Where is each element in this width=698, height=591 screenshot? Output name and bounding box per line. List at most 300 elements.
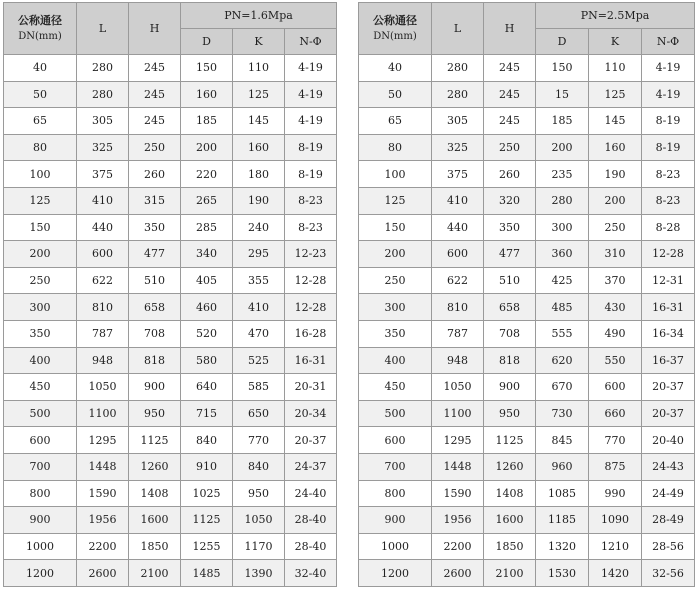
k-cell: 250 [589,214,642,241]
n-phi-cell: 8-19 [285,161,337,188]
dn-cell: 600 [4,427,77,454]
table-row [4,294,337,321]
k-cell: 190 [233,187,285,214]
k-cell: 1210 [589,533,642,560]
dn-cell: 250 [359,267,432,294]
table-row [4,427,337,454]
dn-cell: 150 [359,214,432,241]
k-cell: 160 [589,134,642,161]
table-row [359,108,695,135]
k-cell: 355 [233,267,285,294]
n-phi-cell: 12-28 [285,294,337,321]
l-cell: 810 [432,294,484,321]
k-cell: 840 [233,453,285,480]
l-cell: 810 [77,294,129,321]
n-phi-cell: 28-49 [642,507,695,534]
k-cell: 310 [589,241,642,268]
dn-cell: 1200 [4,560,77,587]
d-cell: 640 [181,374,233,401]
table-row [359,320,695,347]
l-cell: 1590 [432,480,484,507]
l-cell: 1590 [77,480,129,507]
k-cell: 160 [233,134,285,161]
l-cell: 622 [432,267,484,294]
n-phi-cell: 8-23 [285,187,337,214]
k-cell: 1170 [233,533,285,560]
table-row [359,267,695,294]
h-cell: 477 [484,241,536,268]
table-row [4,241,337,268]
n-phi-cell: 20-40 [642,427,695,454]
h-cell: 245 [129,81,181,108]
h-header: H [129,3,181,55]
k-cell: 240 [233,214,285,241]
dn-cell: 125 [4,187,77,214]
d-cell: 1320 [536,533,589,560]
d-cell: 460 [181,294,233,321]
n-phi-cell: 28-56 [642,533,695,560]
k-cell: 990 [589,480,642,507]
n-phi-cell: 20-37 [642,400,695,427]
h-cell: 315 [129,187,181,214]
n-phi-cell: 8-28 [642,214,695,241]
n-phi-cell: 12-23 [285,241,337,268]
n-phi-cell: 32-40 [285,560,337,587]
d-cell: 1530 [536,560,589,587]
h-cell: 250 [129,134,181,161]
d-cell: 730 [536,400,589,427]
table-row [359,134,695,161]
h-cell: 1600 [129,507,181,534]
k-cell: 200 [589,187,642,214]
dn-cell: 1000 [359,533,432,560]
h-cell: 1125 [484,427,536,454]
table-row [4,453,337,480]
dn-cell: 900 [4,507,77,534]
l-cell: 280 [432,81,484,108]
n-phi-cell: 20-31 [285,374,337,401]
h-cell: 658 [484,294,536,321]
d-cell: 300 [536,214,589,241]
l-cell: 280 [432,55,484,82]
d-cell: 340 [181,241,233,268]
table-row [4,400,337,427]
l-cell: 787 [432,320,484,347]
dn-cell: 200 [4,241,77,268]
l-cell: 305 [432,108,484,135]
d-cell: 1485 [181,560,233,587]
h-cell: 1260 [484,453,536,480]
k-cell: 295 [233,241,285,268]
l-cell: 2200 [432,533,484,560]
dn-cell: 150 [4,214,77,241]
k-cell: 660 [589,400,642,427]
dn-cell: 500 [4,400,77,427]
dn-cell: 800 [4,480,77,507]
l-cell: 2200 [77,533,129,560]
n-phi-cell: 32-56 [642,560,695,587]
dn-cell: 600 [359,427,432,454]
l-cell: 948 [432,347,484,374]
k-cell: 525 [233,347,285,374]
k-header: K [589,29,642,55]
dn-cell: 50 [4,81,77,108]
l-cell: 600 [432,241,484,268]
k-cell: 110 [233,55,285,82]
d-header: D [181,29,233,55]
dn-cell: 80 [4,134,77,161]
d-cell: 285 [181,214,233,241]
l-cell: 948 [77,347,129,374]
table-row [359,427,695,454]
d-cell: 1255 [181,533,233,560]
n-phi-cell: 4-19 [285,55,337,82]
dn-cell: 50 [359,81,432,108]
dn-cell: 450 [359,374,432,401]
table-row [359,81,695,108]
d-cell: 220 [181,161,233,188]
d-cell: 1185 [536,507,589,534]
h-cell: 245 [484,55,536,82]
d-cell: 910 [181,453,233,480]
n-phi-cell: 8-23 [642,161,695,188]
n-phi-cell: 8-23 [285,214,337,241]
l-cell: 1295 [77,427,129,454]
h-cell: 350 [129,214,181,241]
k-cell: 1050 [233,507,285,534]
l-cell: 1448 [77,453,129,480]
dn-cell: 700 [4,453,77,480]
n-phi-cell: 16-37 [642,347,695,374]
d-cell: 150 [536,55,589,82]
table-row [359,294,695,321]
dn-cell: 350 [359,320,432,347]
h-cell: 1600 [484,507,536,534]
n-phi-header: N-Φ [642,29,695,55]
k-cell: 1420 [589,560,642,587]
dn-header-label: 公称通径 [373,14,417,27]
table-row [359,533,695,560]
dn-cell: 40 [359,55,432,82]
k-cell: 1090 [589,507,642,534]
d-cell: 620 [536,347,589,374]
k-cell: 650 [233,400,285,427]
h-cell: 1408 [129,480,181,507]
h-cell: 510 [129,267,181,294]
k-cell: 470 [233,320,285,347]
n-phi-cell: 28-40 [285,533,337,560]
h-cell: 1850 [129,533,181,560]
table-row [359,400,695,427]
h-cell: 260 [129,161,181,188]
d-header: D [536,29,589,55]
k-cell: 600 [589,374,642,401]
dn-cell: 350 [4,320,77,347]
l-cell: 600 [77,241,129,268]
dn-cell: 300 [4,294,77,321]
l-header: L [77,3,129,55]
table-row [359,560,695,587]
table-row [4,134,337,161]
d-cell: 1085 [536,480,589,507]
l-cell: 440 [432,214,484,241]
h-cell: 1850 [484,533,536,560]
k-cell: 125 [589,81,642,108]
l-header: L [432,3,484,55]
d-cell: 360 [536,241,589,268]
dn-cell: 65 [4,108,77,135]
h-cell: 900 [484,374,536,401]
h-cell: 2100 [484,560,536,587]
table-row [4,533,337,560]
l-cell: 1100 [432,400,484,427]
h-cell: 245 [129,108,181,135]
table-row [359,453,695,480]
h-cell: 950 [484,400,536,427]
l-cell: 375 [77,161,129,188]
table-row [4,374,337,401]
d-cell: 405 [181,267,233,294]
d-cell: 160 [181,81,233,108]
n-phi-cell: 12-28 [642,241,695,268]
k-cell: 585 [233,374,285,401]
d-cell: 485 [536,294,589,321]
k-cell: 490 [589,320,642,347]
dn-header-unit: DN(mm) [18,31,62,42]
dn-cell: 1200 [359,560,432,587]
k-cell: 145 [589,108,642,135]
k-cell: 145 [233,108,285,135]
k-cell: 125 [233,81,285,108]
table-row [4,161,337,188]
dn-cell: 100 [359,161,432,188]
d-cell: 960 [536,453,589,480]
l-cell: 787 [77,320,129,347]
n-phi-cell: 20-37 [642,374,695,401]
l-cell: 280 [77,55,129,82]
d-cell: 520 [181,320,233,347]
k-cell: 550 [589,347,642,374]
n-phi-cell: 28-40 [285,507,337,534]
l-cell: 375 [432,161,484,188]
h-cell: 818 [484,347,536,374]
dn-cell: 65 [359,108,432,135]
table-row [359,347,695,374]
d-cell: 845 [536,427,589,454]
l-cell: 440 [77,214,129,241]
d-cell: 715 [181,400,233,427]
k-cell: 1390 [233,560,285,587]
n-phi-cell: 8-23 [642,187,695,214]
table-row [4,560,337,587]
k-header: K [233,29,285,55]
dn-cell: 900 [359,507,432,534]
dn-cell: 250 [4,267,77,294]
table-row [4,480,337,507]
l-cell: 622 [77,267,129,294]
table-body [4,55,337,587]
n-phi-cell: 16-28 [285,320,337,347]
k-cell: 410 [233,294,285,321]
n-phi-cell: 8-19 [285,134,337,161]
d-cell: 1125 [181,507,233,534]
n-phi-header: N-Φ [285,29,337,55]
n-phi-cell: 16-34 [642,320,695,347]
d-cell: 150 [181,55,233,82]
h-cell: 477 [129,241,181,268]
h-cell: 320 [484,187,536,214]
dn-cell: 100 [4,161,77,188]
h-cell: 260 [484,161,536,188]
k-cell: 875 [589,453,642,480]
n-phi-cell: 4-19 [285,108,337,135]
h-cell: 708 [484,320,536,347]
k-cell: 110 [589,55,642,82]
d-cell: 15 [536,81,589,108]
dn-header-label: 公称通径 [18,14,62,27]
table-row [359,241,695,268]
table-row [359,55,695,82]
dn-cell: 400 [359,347,432,374]
h-cell: 1125 [129,427,181,454]
l-cell: 1956 [77,507,129,534]
n-phi-cell: 8-19 [642,108,695,135]
dn-header [359,3,432,55]
dn-header [4,3,77,55]
l-cell: 1448 [432,453,484,480]
k-cell: 430 [589,294,642,321]
dn-cell: 125 [359,187,432,214]
l-cell: 410 [77,187,129,214]
h-cell: 245 [484,108,536,135]
table-row [4,81,337,108]
dn-cell: 80 [359,134,432,161]
n-phi-cell: 16-31 [285,347,337,374]
h-cell: 510 [484,267,536,294]
n-phi-cell: 16-31 [642,294,695,321]
d-cell: 840 [181,427,233,454]
l-cell: 325 [432,134,484,161]
n-phi-cell: 20-34 [285,400,337,427]
table-row [4,507,337,534]
k-cell: 950 [233,480,285,507]
l-cell: 1050 [77,374,129,401]
l-cell: 325 [77,134,129,161]
table-row [4,214,337,241]
table-row [4,267,337,294]
d-cell: 235 [536,161,589,188]
n-phi-cell: 20-37 [285,427,337,454]
pressure-header: PN=2.5Mpa [536,3,695,29]
l-cell: 2600 [432,560,484,587]
dn-cell: 800 [359,480,432,507]
table-row [4,347,337,374]
n-phi-cell: 12-31 [642,267,695,294]
l-cell: 305 [77,108,129,135]
k-cell: 770 [233,427,285,454]
n-phi-cell: 24-49 [642,480,695,507]
l-cell: 1956 [432,507,484,534]
table-row [359,161,695,188]
dn-cell: 40 [4,55,77,82]
h-cell: 250 [484,134,536,161]
k-cell: 770 [589,427,642,454]
dn-cell: 700 [359,453,432,480]
d-cell: 670 [536,374,589,401]
dn-header-unit: DN(mm) [373,31,417,42]
h-cell: 1408 [484,480,536,507]
d-cell: 580 [181,347,233,374]
l-cell: 2600 [77,560,129,587]
h-cell: 900 [129,374,181,401]
pn16-dimension-table [3,2,337,587]
h-cell: 818 [129,347,181,374]
l-cell: 1050 [432,374,484,401]
dn-cell: 450 [4,374,77,401]
h-cell: 2100 [129,560,181,587]
k-cell: 370 [589,267,642,294]
d-cell: 200 [536,134,589,161]
n-phi-cell: 24-43 [642,453,695,480]
h-cell: 350 [484,214,536,241]
table-row [359,480,695,507]
d-cell: 185 [181,108,233,135]
d-cell: 425 [536,267,589,294]
k-cell: 180 [233,161,285,188]
h-cell: 245 [484,81,536,108]
table-row [359,214,695,241]
dn-cell: 400 [4,347,77,374]
table-row [359,187,695,214]
table-row [4,320,337,347]
h-cell: 245 [129,55,181,82]
n-phi-cell: 4-19 [642,55,695,82]
n-phi-cell: 4-19 [642,81,695,108]
n-phi-cell: 24-37 [285,453,337,480]
dn-cell: 300 [359,294,432,321]
l-cell: 410 [432,187,484,214]
table-row [359,507,695,534]
table-body [359,55,695,587]
table-row [4,55,337,82]
dn-cell: 500 [359,400,432,427]
d-cell: 265 [181,187,233,214]
l-cell: 1100 [77,400,129,427]
d-cell: 1025 [181,480,233,507]
n-phi-cell: 8-19 [642,134,695,161]
h-cell: 658 [129,294,181,321]
pressure-header: PN=1.6Mpa [181,3,337,29]
table-row [4,187,337,214]
dn-cell: 1000 [4,533,77,560]
pn25-dimension-table [358,2,695,587]
k-cell: 190 [589,161,642,188]
h-cell: 950 [129,400,181,427]
l-cell: 280 [77,81,129,108]
l-cell: 1295 [432,427,484,454]
dn-cell: 200 [359,241,432,268]
n-phi-cell: 4-19 [285,81,337,108]
d-cell: 200 [181,134,233,161]
h-cell: 708 [129,320,181,347]
d-cell: 185 [536,108,589,135]
h-header: H [484,3,536,55]
n-phi-cell: 24-40 [285,480,337,507]
table-row [4,108,337,135]
d-cell: 555 [536,320,589,347]
table-row [359,374,695,401]
d-cell: 280 [536,187,589,214]
